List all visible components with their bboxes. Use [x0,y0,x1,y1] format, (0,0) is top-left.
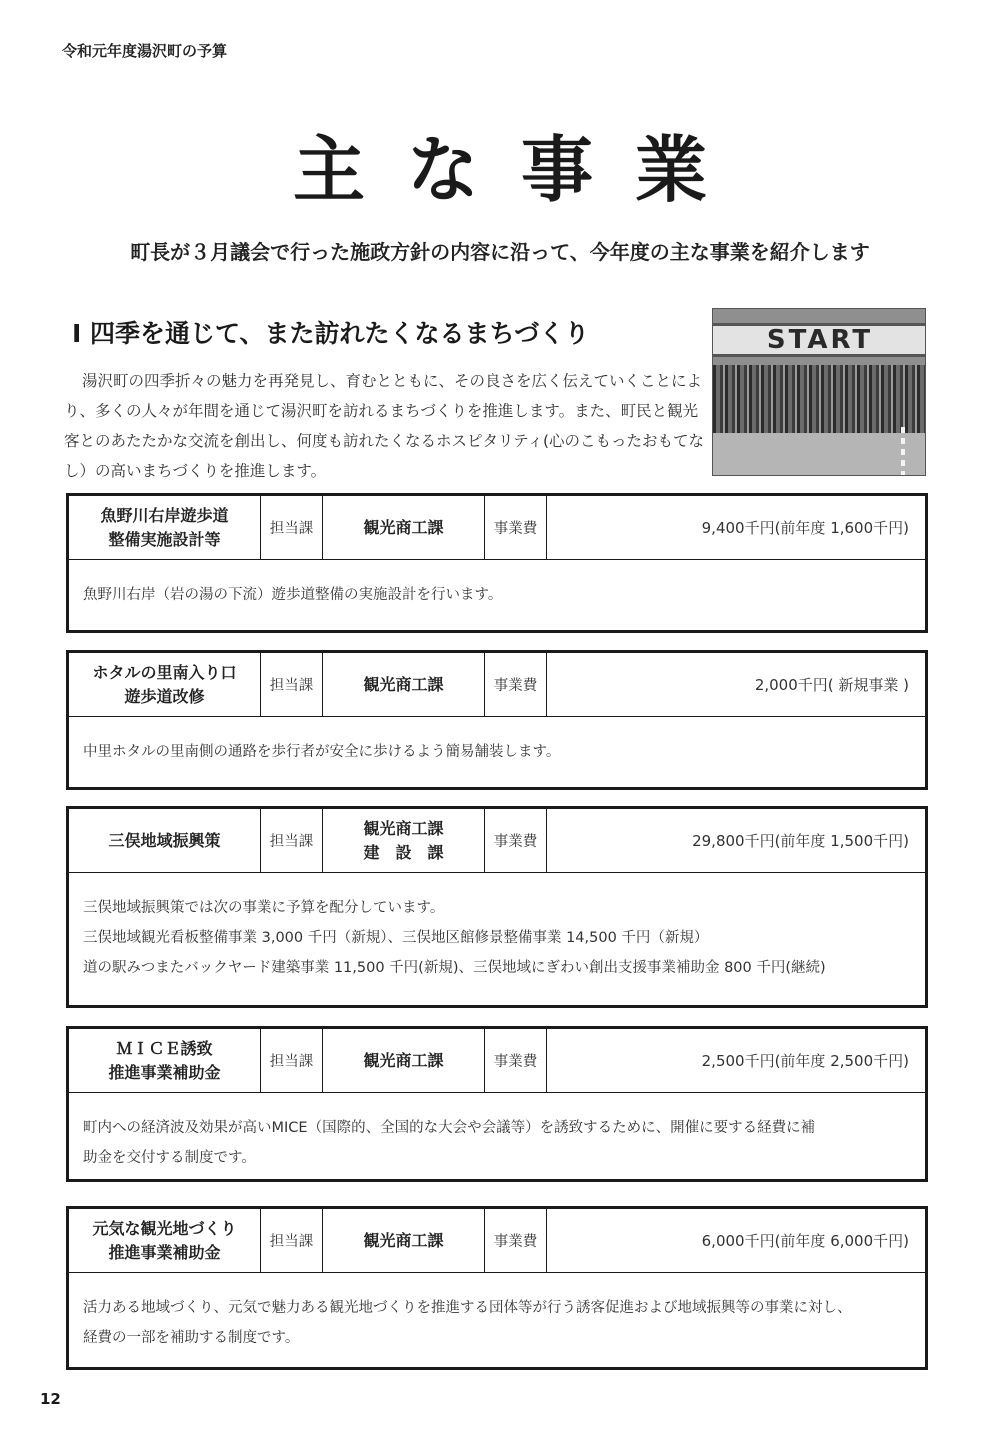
start-sign-text: START [766,325,874,355]
project-dept: 観光商工課 建 設 課 [323,809,485,872]
project-cost: 2,000千円( 新規事業 ) [754,676,909,694]
project-description: 中里ホタルの里南側の通路を歩行者が安全に歩けるよう簡易舗装します。 [83,744,561,760]
cost-label: 事業費 [485,1029,547,1092]
dept-label: 担当課 [261,809,323,872]
dept-label: 担当課 [261,1209,323,1272]
project-header [69,1209,925,1273]
project-name: 三俣地域振興策 [69,809,261,872]
cost-label: 事業費 [485,496,547,559]
road-line [901,427,905,476]
project-cost: 2,500千円(前年度 2,500千円) [701,1052,909,1070]
project-name: ホタルの里南入り口 遊歩道改修 [69,653,261,716]
project-dept: 観光商工課 [323,496,485,559]
project-name: 元気な観光地づくり 推進事業補助金 [69,1209,261,1272]
project-description: 活力ある地域づくり、元気で魅力ある観光地づくりを推進する団体等が行う誘客促進および地域振興等の事業に対し、 経費の一部を補助する制度です。 [83,1300,852,1346]
project-header [69,809,925,873]
project-name: ＭＩＣＥ誘致 推進事業補助金 [69,1029,261,1092]
project-dept: 観光商工課 [323,1029,485,1092]
project-dept: 観光商工課 [323,653,485,716]
project-description: 三俣地域振興策では次の事業に予算を配分しています。 三俣地域観光看板整備事業 3,000 千円（新規）、三俣地区館修景整備事業 14,500 千円（新規） 道の駅みつまたバックヤード建築事業 11,500 千円(新規)、三俣地域にぎわい創出支援事業補助金 800 千円(継続) [83,900,826,976]
project-name: 魚野川右岸遊歩道 整備実施設計等 [69,496,261,559]
header-label: 令和元年度湯沢町の予算 [62,42,228,60]
cost-label: 事業費 [485,809,547,872]
project-card [66,1026,928,1182]
cost-label: 事業費 [485,653,547,716]
project-card [66,1206,928,1370]
cost-label: 事業費 [485,1209,547,1272]
marathon-start-photo [712,308,926,476]
page-title: 主な事業 [292,128,749,212]
section-heading: Ⅰ 四季を通じて、また訪れたくなるまちづくり [72,319,590,348]
page-number: 12 [40,1390,61,1408]
project-cost: 29,800千円(前年度 1,500千円) [692,832,909,850]
subtitle: 町長が３月議会で行った施政方針の内容に沿って、今年度の主な事業を紹介します [130,240,870,264]
project-card [66,493,928,633]
project-cost: 9,400千円(前年度 1,600千円) [701,519,909,537]
dept-label: 担当課 [261,653,323,716]
project-description: 魚野川右岸（岩の湯の下流）遊歩道整備の実施設計を行います。 [83,587,503,603]
road [713,433,926,476]
project-cost: 6,000千円(前年度 6,000千円) [701,1232,909,1250]
dept-label: 担当課 [261,1029,323,1092]
project-header [69,1029,925,1093]
section-intro: 湯沢町の四季折々の魅力を再発見し、育むとともに、その良さを広く伝えていくことにより、多くの人々が年間を通じて湯沢町を訪れるまちづくりを推進します。また、町民と観光客とのあたたかな交流を創出し、何度も訪れたくなるホスピタリティ(心のこもったおもてなし）の高いまちづくりを推進します。 [64,372,705,480]
project-header [69,653,925,717]
project-card [66,806,928,1008]
project-card [66,650,928,790]
dept-label: 担当課 [261,496,323,559]
project-dept: 観光商工課 [323,1209,485,1272]
project-description: 町内への経済波及効果が高いMICE（国際的、全国的な大会や会議等）を誘致するために、開催に要する経費に補 助金を交付する制度です。 [83,1120,816,1166]
project-header [69,496,925,560]
runner-crowd [713,365,926,433]
